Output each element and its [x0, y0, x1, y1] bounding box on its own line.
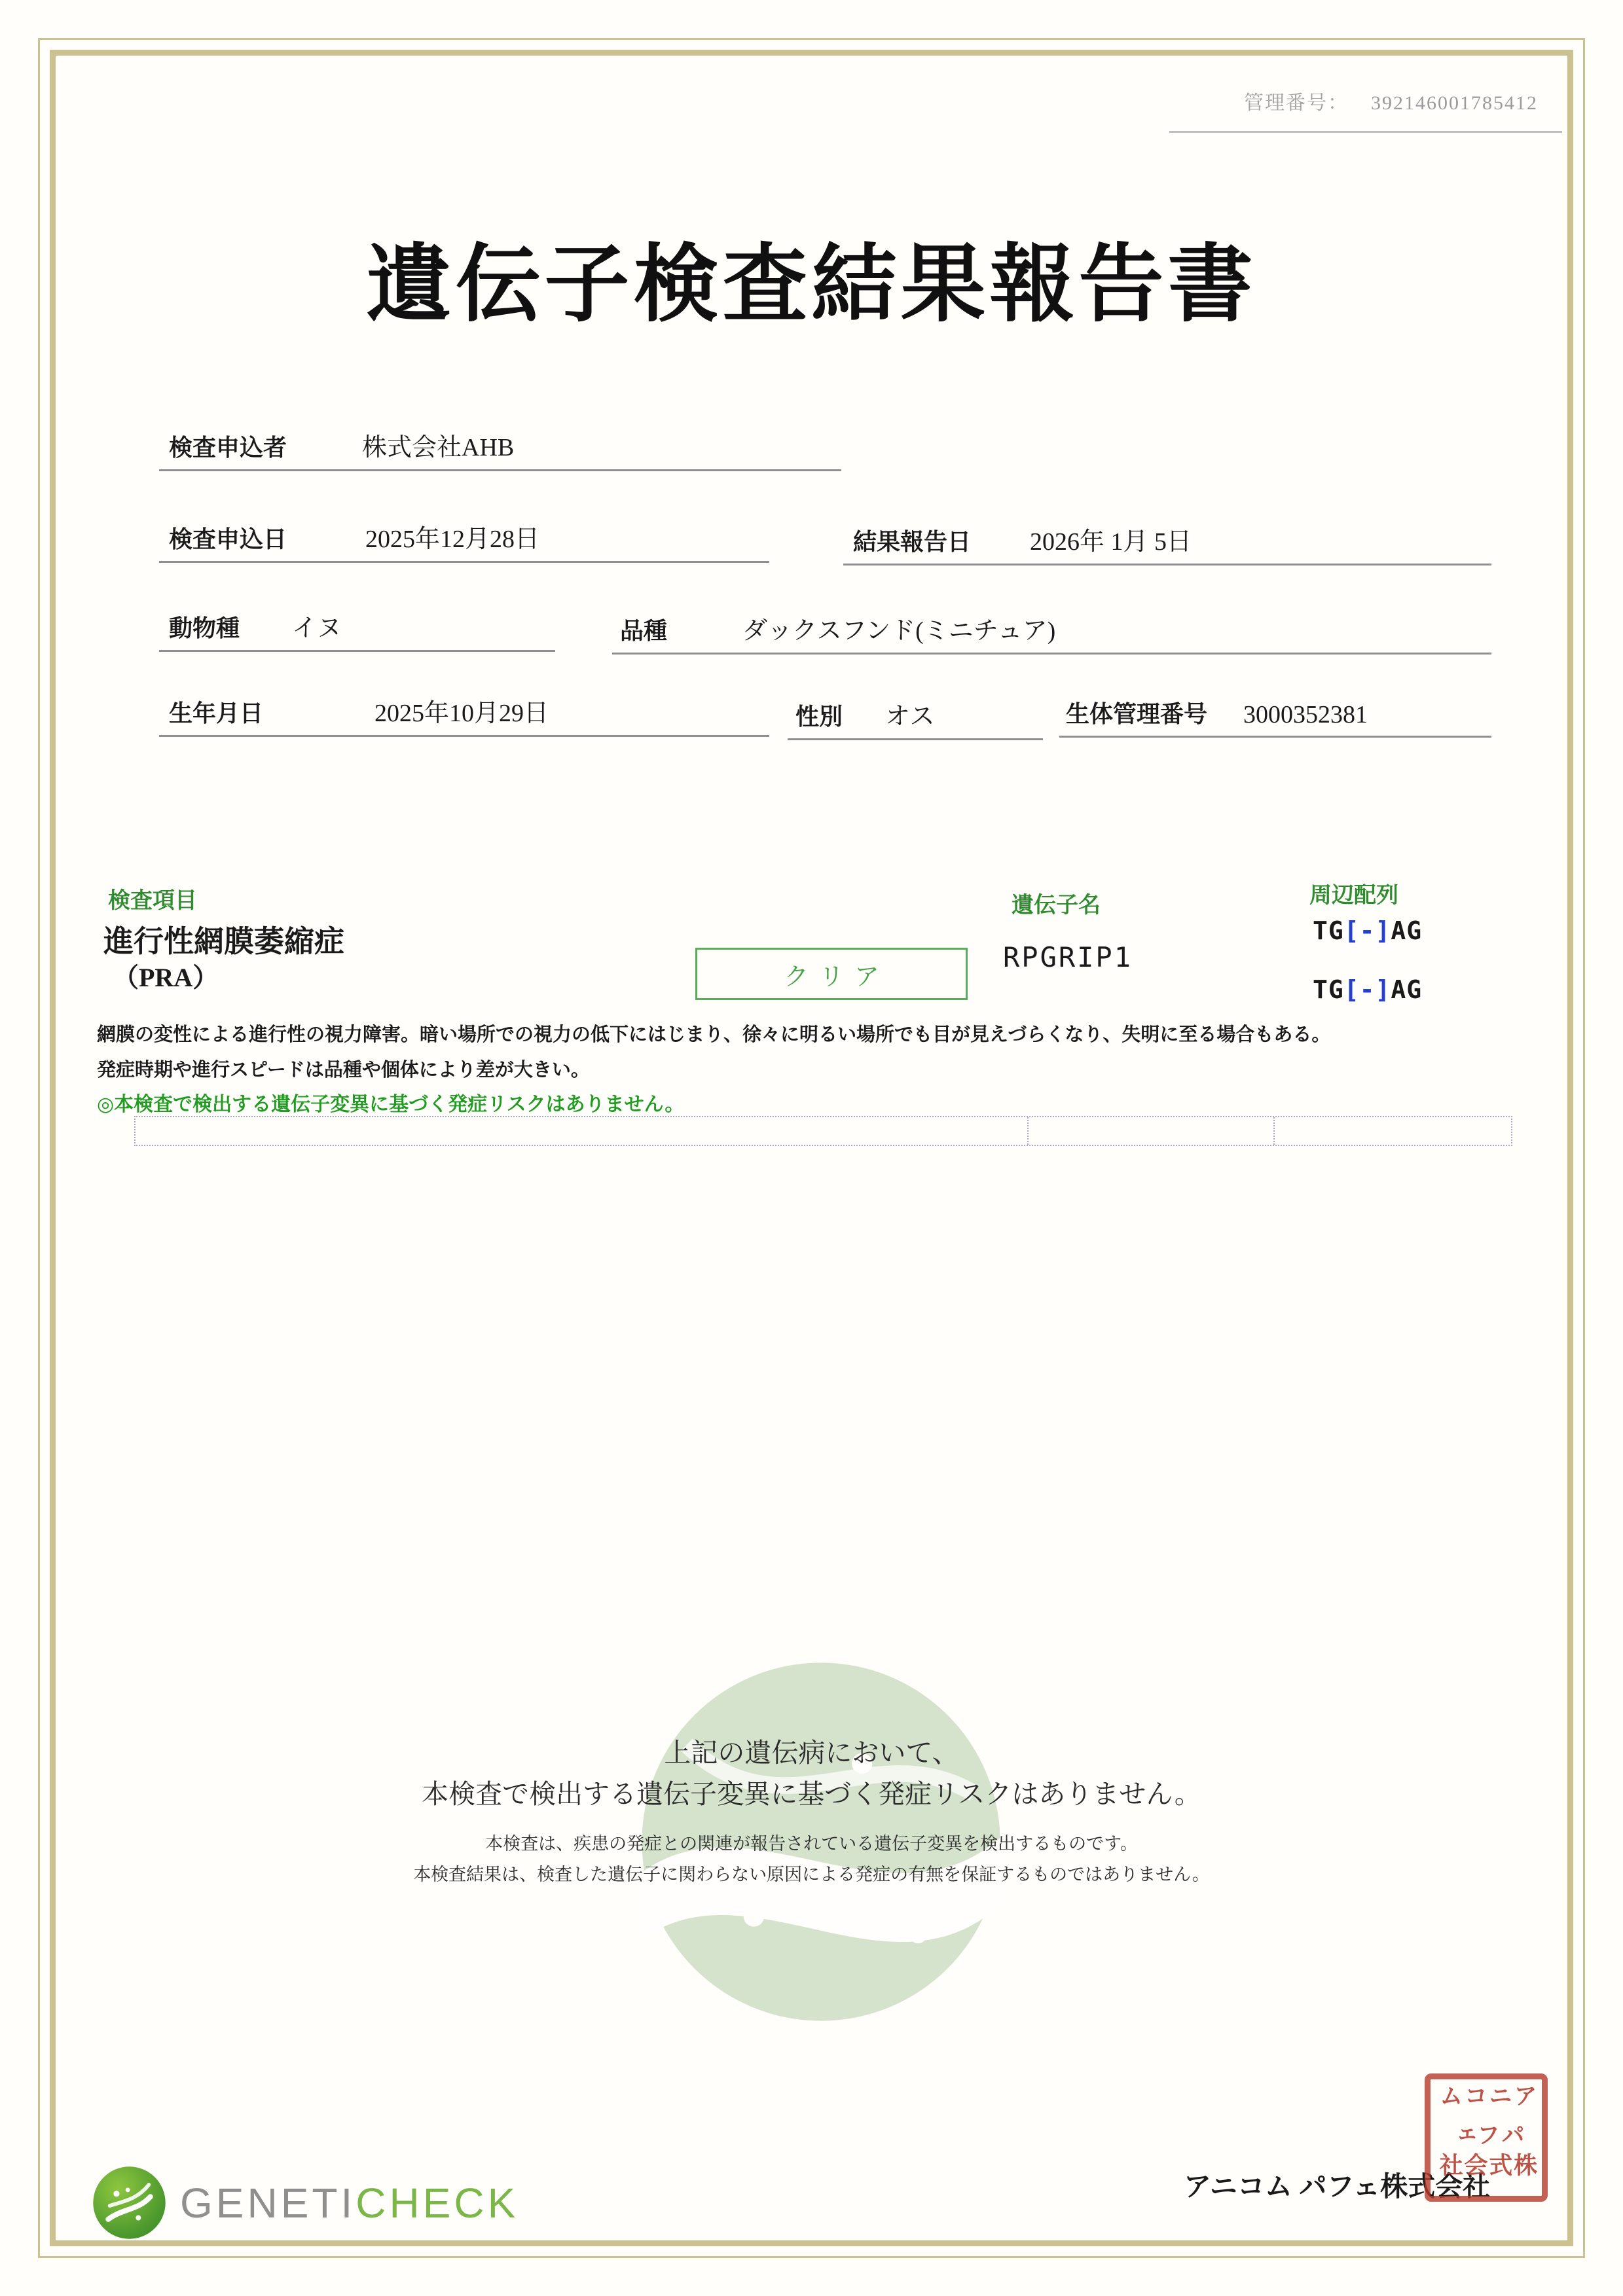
field-apply-date: [159, 518, 769, 563]
result-table-empty-row: [134, 1116, 1512, 1146]
animal-id-value: 3000352381: [1243, 701, 1368, 728]
disease-description-line-2: 発症時期や進行スピードは品種や個体により差が大きい。: [97, 1060, 590, 1081]
empty-row-divider-1: [1027, 1117, 1029, 1145]
sex-label: 性別: [795, 704, 843, 730]
gene-name-header: 遺伝子名: [1012, 893, 1101, 918]
sequence-row-2: [1313, 975, 1422, 1004]
sequence-1-post: AG: [1391, 916, 1423, 945]
species-value: イヌ: [292, 615, 342, 642]
report-date-value: 2026年 1月 5日: [1030, 528, 1192, 556]
sequence-1-variant: [-]: [1343, 916, 1391, 945]
animal-id-label: 生体管理番号: [1066, 701, 1208, 727]
field-sex: [788, 696, 1043, 740]
breed-value: ダックスフンド(ミニチュア): [742, 617, 1056, 645]
birth-date-label: 生年月日: [169, 700, 264, 726]
applicant-label: 検査申込者: [169, 435, 287, 461]
status-clear-box: [695, 948, 968, 1000]
sequence-2-variant: [-]: [1343, 975, 1391, 1004]
company-name: アニコム パフェ株式会社: [1184, 2172, 1491, 2202]
field-species: [159, 607, 555, 652]
status-clear-label: クリア: [783, 963, 890, 991]
report-title: 遺伝子検査結果報告書: [366, 238, 1257, 332]
applicant-value: 株式会社AHB: [362, 434, 515, 461]
seal-column-3: 株式会社: [1436, 2152, 1537, 2176]
company-seal-stamp: [1425, 2073, 1548, 2202]
management-number-value: 392146001785412: [1371, 92, 1538, 114]
sequence-2-post: AG: [1391, 975, 1423, 1004]
field-birth-date: [159, 692, 769, 737]
geneticheck-logo: [92, 2165, 519, 2240]
sequence-2-pre: TG: [1313, 975, 1344, 1004]
field-animal-id: [1059, 696, 1491, 738]
field-breed: [612, 610, 1491, 655]
breed-label: 品種: [620, 618, 668, 644]
summary-line-2: 本検査で検出する遺伝子変異に基づく発症リスクはありません。: [422, 1779, 1201, 1809]
geneticheck-wordmark: [180, 2179, 519, 2227]
field-applicant: [159, 427, 841, 471]
test-item-header: 検査項目: [108, 889, 197, 913]
management-number: [1244, 86, 1538, 115]
sequence-1-pre: TG: [1313, 916, 1344, 945]
disease-description-line-1: 網膜の変性による進行性の視力障害。暗い場所での視力の低下にはじまり、徐々に明るい場所でも目が見えづらくなり、失明に至る場合もある。: [97, 1024, 1331, 1045]
apply-date-value: 2025年12月28日: [365, 526, 540, 553]
species-label: 動物種: [169, 615, 240, 641]
summary-note-1: 本検査は、疾患の発症との関連が報告されている遺伝子変異を検出するものです。: [485, 1834, 1138, 1854]
report-date-label: 結果報告日: [853, 529, 972, 555]
summary-note-2: 本検査結果は、検査した遺伝子に関わらない原因による発症の有無を保証するものではありません。: [413, 1865, 1210, 1884]
management-number-label: 管理番号：: [1244, 92, 1349, 114]
wordmark-geneti: GENETI: [180, 2179, 356, 2227]
sequence-header: 周辺配列: [1309, 884, 1398, 908]
sex-value: オス: [885, 703, 935, 730]
empty-row-divider-2: [1273, 1117, 1275, 1145]
disease-name: 進行性網膜萎縮症: [103, 925, 344, 958]
seal-column-1: アニコム: [1436, 2083, 1537, 2107]
sequence-row-1: [1313, 916, 1422, 945]
apply-date-label: 検査申込日: [169, 526, 287, 552]
birth-date-value: 2025年10月29日: [374, 700, 549, 727]
geneticheck-logo-icon: [92, 2165, 167, 2240]
disease-abbr: （PRA）: [113, 963, 219, 992]
wordmark-check: CHECK: [356, 2179, 519, 2227]
risk-note: ◎本検査で検出する遺伝子変異に基づく発症リスクはありません。: [97, 1094, 685, 1115]
summary-line-1: 上記の遺伝病において、: [664, 1738, 959, 1768]
field-report-date: [843, 521, 1491, 565]
gene-name-value: RPGRIP1: [1003, 941, 1133, 973]
seal-column-2: パフェ: [1449, 2123, 1525, 2147]
management-number-underline: [1169, 131, 1562, 133]
